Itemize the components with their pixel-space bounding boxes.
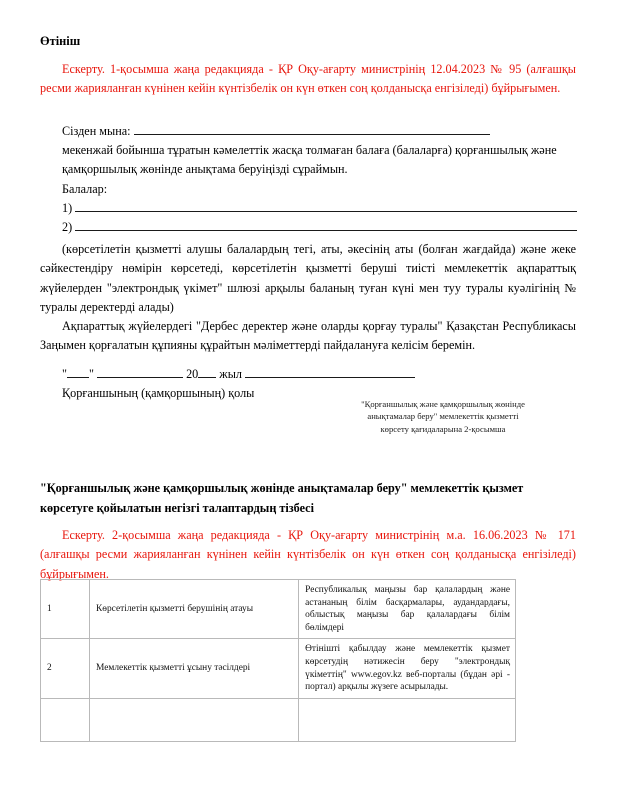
child-1-fill-rule[interactable]: [75, 199, 577, 212]
date-year-prefix: 20: [186, 367, 199, 381]
table-cell-number: [41, 698, 90, 741]
date-quote-close: ": [88, 367, 94, 381]
request-fill-rule[interactable]: [134, 122, 490, 135]
table-cell-name: Көрсетілетін қызметті берушінің атауы: [90, 580, 299, 639]
table-row: [41, 580, 516, 639]
note-1-paragraph: Ескерту. 1-қосымша жаңа редакцияда - ҚР Оқу-ағарту министрінің 12.04.2023 № 95 (алғашқы ресми жарияланған күнінен кейін күнтізбелік он күн өткен соң қолданысқа енгізіледі) бұйрығымен.: [40, 62, 576, 96]
table-cell-value: Республикалық маңызы бар қалалардың және астананың білім басқармалары, аудандардағы, облыстық маңызы бар қалалардағы білім бөлімдері: [299, 580, 516, 639]
child-item-1-number: 1): [62, 201, 73, 215]
date-month-fill-rule[interactable]: [97, 366, 183, 378]
request-body-paragraph: мекенжай бойынша тұратын кәмелеттік жасқа толмаған балаға (балаларға) қорғаншылық және қамқоршылық жөнінде анықтама беруіңізді сұраймын.: [62, 143, 557, 177]
consent-paragraph: Ақпараттық жүйелердегі "Дербес деректер және оларды қорғау туралы" Қазақстан Республикасы Заңымен қорғалатын құпияны құрайтын мәліметтерді пайдалануға келісім беремін.: [40, 319, 576, 353]
signature-caption: Қорғаншының (қамқоршының) қолы: [62, 386, 255, 400]
table-cell-number: 1: [41, 580, 90, 639]
requirements-table: [40, 579, 516, 742]
date-year-fill-rule[interactable]: [198, 366, 216, 378]
table-cell-value: [299, 698, 516, 741]
table-cell-name: [90, 698, 299, 741]
request-label: Сізден мына:: [62, 124, 131, 138]
date-quote-open: ": [62, 367, 67, 381]
note-2-paragraph: Ескерту. 2-қосымша жаңа редакцияда - ҚР Оқу-ағарту министрінің м.а. 16.06.2023 № 171 (алғашқы ресми жарияланған күнінен кейін күнтізбелік он күн өткен соң қолданысқа енгізіледі) бұйрығымен.: [40, 528, 576, 581]
date-day-fill-rule[interactable]: [67, 366, 89, 378]
table-row: [41, 698, 516, 741]
table-cell-value: Өтінішті қабылдау және мемлекеттік қызмет көрсетудің нәтижесін беру "электрондық үкіметтің" www.egov.kz веб-порталы (бұдан әрі - портал) арқылы жүзеге асырылады.: [299, 639, 516, 698]
date-year-word: жыл: [219, 367, 242, 381]
table-row: [41, 639, 516, 698]
section-heading: "Қорғаншылық және қамқоршылық жөнінде анықтамалар беру" мемлекеттік қызмет көрсетуге қойылатын негізгі талаптардың тізбесі: [40, 481, 524, 515]
annex-caption: "Қорғаншылық және қамқоршылық жөнінде анықтамалар беру" мемлекеттік қызметті көрсету қағидаларына 2-қосымша: [361, 399, 525, 434]
signature-fill-rule[interactable]: [245, 366, 415, 378]
table-cell-name: Мемлекеттік қызметті ұсыну тәсілдері: [90, 639, 299, 698]
table-cell-number: 2: [41, 639, 90, 698]
child-row-1: [62, 199, 577, 218]
child-row-2: [62, 218, 577, 237]
child-item-2-number: 2): [62, 220, 73, 234]
explanation-paragraph: (көрсетілетін қызметті алушы балалардың тегі, аты, әкесінің аты (болған жағдайда) және жеке сәйкестендіру нөмірін көрсетеді, көрсетілетін қызметті беруші тиісті мемлекеттік ақпараттық жүйелерден "электрондық үкімет" шлюзі арқылы баланың туған күні мен туу туралы куәлігінің № туралы деректерді алады): [40, 242, 576, 315]
children-label: Балалар:: [62, 182, 108, 196]
date-line-row: [62, 365, 415, 384]
request-label-row: [62, 122, 490, 141]
page-title: Өтініш: [40, 34, 81, 48]
child-2-fill-rule[interactable]: [75, 218, 577, 231]
